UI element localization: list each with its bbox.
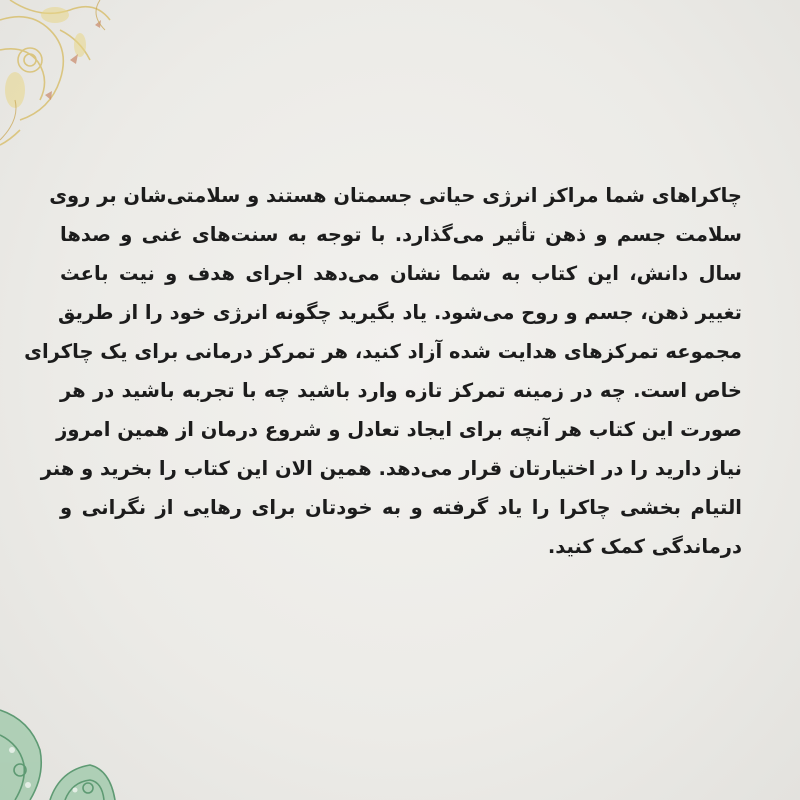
text-line: نیاز دارید را در اختیارتان قرار می‌دهد. همین الان این کتاب را بخرید و هنر bbox=[40, 457, 742, 480]
text-line: سال دانش، این کتاب به شما نشان می‌دهد اجرای هدف و نیت باعث bbox=[60, 262, 742, 285]
floral-ornament-bottom bbox=[0, 690, 150, 800]
text-line: چاکراهای شما مراکز انرژی حیاتی جسمتان هستند و سلامتی‌شان بر روی bbox=[49, 184, 742, 207]
text-line: التیام بخشی چاکرا را یاد گرفته و به خودتان برای رهایی از نگرانی و bbox=[60, 496, 742, 519]
text-line: خاص است. چه در زمینه تمرکز تازه وارد باشید چه با تجربه باشید در هر bbox=[60, 379, 742, 402]
text-line: سلامت جسم و ذهن تأثیر می‌گذارد. با توجه به سنت‌های غنی و صدها bbox=[60, 223, 742, 246]
floral-ornament-top bbox=[0, 0, 130, 150]
text-line: تغییر ذهن، جسم و روح می‌شود. یاد بگیرید چگونه انرژی خود را از طریق bbox=[58, 301, 742, 324]
text-line: صورت این کتاب هر آنچه برای ایجاد تعادل و شروع درمان از همین امروز bbox=[56, 418, 742, 441]
text-line: درماندگی کمک کنید. bbox=[547, 535, 742, 558]
book-description bbox=[24, 176, 742, 566]
text-line: مجموعه تمرکزهای هدایت شده آزاد کنید، هر تمرکز درمانی برای یک چاکرای bbox=[24, 340, 742, 363]
